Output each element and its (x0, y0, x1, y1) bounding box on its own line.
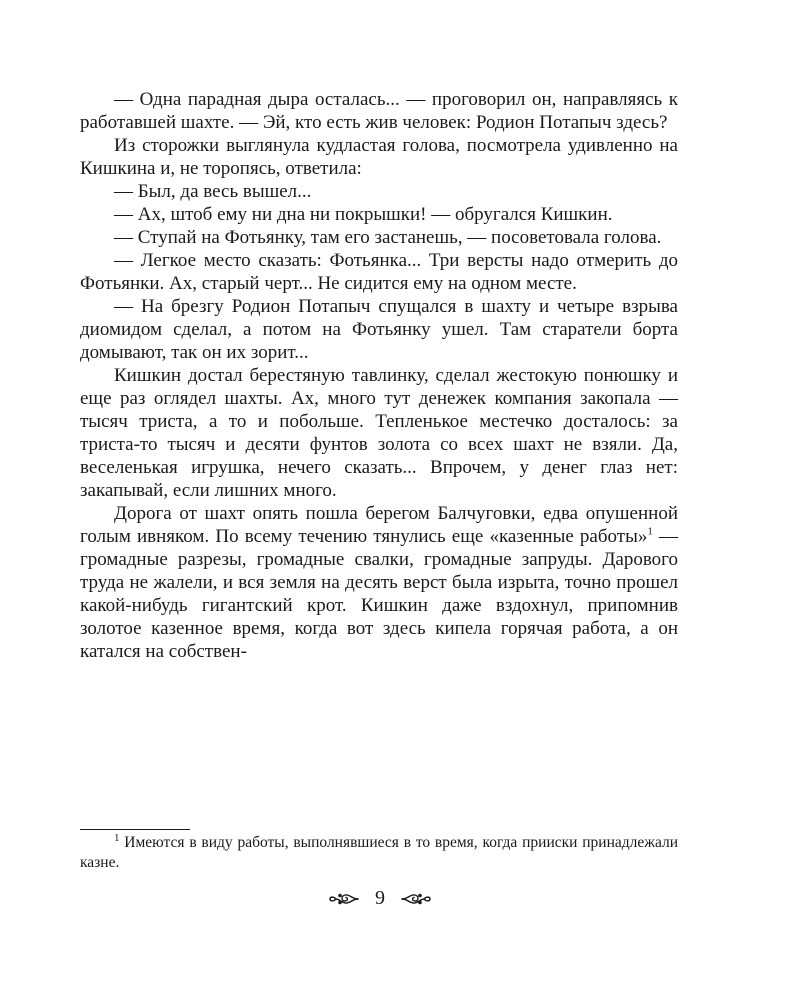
paragraph-text-after-note: — громадные разрезы, громадные свалки, громадные запруды. Дарового труда не жалели, и вся земля на десять верст была изрыта, точно прошел какой-нибудь гигантский крот. Кишкин даже вздохнул, припомнив золотое казенное время, когда вот здесь кипела горячая работа, а он катался на собствен- (80, 526, 679, 662)
page-number-block (0, 886, 760, 910)
paragraph: — На брезгу Родион Потапыч спущался в шахту и четыре взрыва диомидом сделал, а потом на Фотьянку ушел. Там старатели борта домывают, так он их зорит... (80, 296, 678, 363)
paragraph: — Ступай на Фотьянку, там его застанешь, — посоветовала голова. (114, 227, 662, 248)
fleuron-ornament-right-icon (400, 887, 432, 909)
main-text (80, 88, 678, 663)
paragraph-last (80, 502, 678, 663)
fleuron-ornament-left-icon (328, 887, 365, 909)
paragraph: — Одна парадная дыра осталась... — проговорил он, направляясь к работавшей шахте. — Эй, кто есть жив человек: Родион Потапыч здесь? (80, 89, 678, 133)
footnote-text: Имеются в виду работы, выполнявшиеся в то время, когда прииски принадлежали казне. (80, 834, 678, 871)
footnote-reference: 1 (647, 525, 653, 538)
paragraph: Кишкин достал берестяную тавлинку, сделал жестокую понюшку и еще раз оглядел шахты. Ах, много тут денежек компания закопала — тысяч триста, а то и побольше. Тепленькое местечко досталось: за триста-то тысяч и десяти фунтов золота со всех шахт не взяли. Да, веселенькая игрушка, нечего сказать... Впрочем, у денег глаз нет: закапывай, если лишних много. (80, 365, 678, 501)
footnote-divider (80, 829, 190, 830)
page-number: 9 (375, 887, 385, 909)
paragraph: — Легкое место сказать: Фотьянка... Три версты надо отмерить до Фотьянки. Ах, старый черт... Не сидится ему на одном месте. (80, 250, 678, 294)
paragraph: — Был, да весь вышел... (114, 181, 312, 202)
page-body (80, 88, 678, 663)
paragraph-text-before-note: Дорога от шахт опять пошла берегом Балчуговки, едва опушенной голым ивняком. По всему течению тянулись еще «казенные работы» (80, 503, 678, 547)
paragraph: — Ах, штоб ему ни дна ни покрышки! — обругался Кишкин. (114, 204, 613, 225)
footnote-marker: 1 (114, 831, 120, 844)
footnote (80, 833, 678, 873)
paragraph: Из сторожки выглянула кудластая голова, посмотрела удивленно на Кишкина и, не торопясь, ответила: (80, 135, 678, 179)
